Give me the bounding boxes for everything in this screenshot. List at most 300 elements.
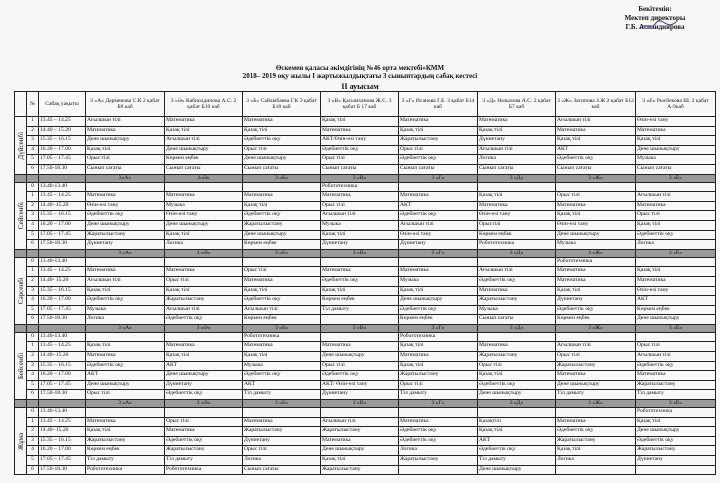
lesson-cell: Дене шынықтыру (243, 230, 321, 240)
lesson-cell (478, 257, 556, 267)
header-day-cell (15, 92, 27, 117)
lesson-cell: Робототехника (86, 465, 165, 475)
lesson-cell (165, 257, 243, 267)
lesson-cell: Қазақ тілі (243, 352, 321, 362)
lesson-time: 13.45 – 14.25 (39, 342, 86, 352)
lesson-cell: Сынып сағаты (321, 164, 399, 174)
lesson-cell (243, 182, 321, 192)
lesson-cell: Логика (636, 240, 716, 250)
lesson-cell: Әдебиеттік оқу (321, 276, 399, 286)
lesson-cell: Қазақ тілі (636, 267, 716, 277)
lesson-cell: Жаратылыстану (399, 456, 478, 466)
lesson-cell: Математика (243, 342, 321, 352)
lesson-number: 2 (27, 427, 39, 437)
lesson-cell: Орыс тілі (243, 446, 321, 456)
lesson-cell: Математика (243, 276, 321, 286)
separator-class-label: 3 «А» (86, 400, 165, 408)
lesson-cell: Тіл дамыту (165, 456, 243, 466)
lesson-cell: Дене шынықтыру (321, 446, 399, 456)
lesson-cell: Өзін-өзі тану (478, 211, 556, 221)
lesson-number: 2 (27, 126, 39, 136)
lesson-number: 4 (27, 220, 39, 230)
separator-class-label: 3 «Б» (243, 400, 321, 408)
lesson-cell: Көркем еңбек (321, 296, 399, 306)
table-row (15, 240, 716, 250)
class-separator-row (15, 174, 716, 182)
lesson-cell: Орыс тілі (478, 361, 556, 371)
lesson-cell: Тіл дамыту (636, 390, 716, 400)
lesson-cell: Логика (165, 240, 243, 250)
separator-class-label: 3 «Д» (478, 324, 556, 332)
lesson-cell: Математика (86, 192, 165, 202)
separator-class-label: 3 «Е» (636, 324, 716, 332)
day-label: Сейсенбі (15, 182, 27, 249)
lesson-cell: Қазақ тілі (86, 427, 165, 437)
lesson-cell: Орыс тілі (86, 155, 165, 165)
lesson-cell: Көркем еңбек (636, 305, 716, 315)
lesson-cell: Жаратылыстану (636, 380, 716, 390)
lesson-cell: Дүниетану (556, 296, 636, 306)
lesson-cell: Дене шынықтыру (165, 220, 243, 230)
lesson-cell: Жаратылыстану (243, 220, 321, 230)
lesson-time: 15.35 – 16.15 (39, 286, 86, 296)
lesson-cell: Дүниетану (321, 390, 399, 400)
table-row (15, 117, 716, 127)
lesson-cell: Әдебиеттік оқу (556, 155, 636, 165)
lesson-cell: Өзін-өзі тану (556, 220, 636, 230)
lesson-cell: Қазақ тілі (478, 371, 556, 381)
day-label: Сәрсенбі (15, 257, 27, 324)
lesson-cell: Математика (478, 342, 556, 352)
lesson-cell: Қазақ тілі (556, 136, 636, 146)
lesson-cell: Сынып сағаты (636, 164, 716, 174)
lesson-cell: Жаратылыстану (165, 446, 243, 456)
lesson-cell: Математика (556, 417, 636, 427)
lesson-cell: Робототехника (556, 257, 636, 267)
table-row (15, 315, 716, 325)
lesson-cell: Математика (321, 267, 399, 277)
lesson-number: 6 (27, 465, 39, 475)
lesson-cell: Қазақ тілі (636, 136, 716, 146)
separator-class-label: 3 «Ә» (165, 400, 243, 408)
lesson-cell (165, 332, 243, 342)
lesson-cell (243, 257, 321, 267)
lesson-cell (321, 408, 399, 418)
separator-class-label: 3 «Ә» (165, 249, 243, 257)
lesson-time: 15.35 – 16.15 (39, 136, 86, 146)
table-row (15, 136, 716, 146)
lesson-time: 16.20 – 17.00 (39, 371, 86, 381)
lesson-cell: Математика (636, 126, 716, 136)
table-row (15, 164, 716, 174)
lesson-cell: Дене шынықтыру (86, 136, 165, 146)
lesson-cell: Қазақ тілі (399, 361, 478, 371)
lesson-cell: Тіл дамыту (86, 456, 165, 466)
class-separator-row (15, 324, 716, 332)
lesson-cell (399, 257, 478, 267)
lesson-cell: Әдебиеттік оқу (321, 145, 399, 155)
lesson-cell: Орыс тілі (86, 390, 165, 400)
column-header: 3 «Ә» Кабиолдинова А.С. 2 қабат Б10 каб (165, 92, 243, 117)
table-row (15, 465, 716, 475)
lesson-cell: Математика (478, 201, 556, 211)
lesson-cell: Орыс тілі (321, 361, 399, 371)
lesson-cell: Ағылшын тілі (636, 352, 716, 362)
lesson-cell: Көркем еңбек (478, 230, 556, 240)
lesson-cell: АКТ (478, 436, 556, 446)
lesson-cell: Математика (86, 352, 165, 362)
separator-class-label: 3 «В» (321, 324, 399, 332)
lesson-cell: Қазақтілі (478, 417, 556, 427)
separator-class-label: 3 «Г» (399, 249, 478, 257)
lesson-cell: Логика (86, 315, 165, 325)
approval-position: Мектеп директоры (624, 14, 686, 22)
lesson-cell: Математика (321, 126, 399, 136)
lesson-cell: Қазақ тілі (399, 342, 478, 352)
lesson-cell: АКТ (243, 380, 321, 390)
lesson-cell: Қазақ тілі (321, 117, 399, 127)
lesson-cell: Дүниетану (243, 436, 321, 446)
lesson-time: 13.40-13.40 (39, 408, 86, 418)
table-row (15, 380, 716, 390)
table-row (15, 371, 716, 381)
lesson-number: 3 (27, 361, 39, 371)
separator-class-label: 3«Ә» (165, 174, 243, 182)
lesson-cell: Математика (399, 267, 478, 277)
lesson-time: 16.20 – 17.00 (39, 220, 86, 230)
separator-cell (27, 249, 39, 257)
table-row (15, 332, 716, 342)
column-header: 3 «Е» Рысбекова Ш. 2 қабат А-9каб (636, 92, 716, 117)
lesson-time: 13.40-13.40 (39, 332, 86, 342)
approval-title: Бекітемін: (638, 5, 672, 13)
lesson-time: 16.20 – 17.00 (39, 145, 86, 155)
lesson-cell: Қазақ тілі (243, 126, 321, 136)
lesson-cell: Әдебиеттік оқу (243, 371, 321, 381)
lesson-cell (243, 408, 321, 418)
lesson-cell: Әдебиеттік оқу (165, 315, 243, 325)
lesson-time: 17.50-18.30 (39, 240, 86, 250)
lesson-cell: Ағылшын тілі (321, 417, 399, 427)
lesson-cell: Дене шынықтыру (86, 380, 165, 390)
lesson-cell: Математика (86, 126, 165, 136)
lesson-time: 13.45 – 14.25 (39, 117, 86, 127)
lesson-cell: Математика (636, 201, 716, 211)
lesson-cell: Дене шынықтыру (556, 230, 636, 240)
lesson-cell: Жаратылыстану (556, 436, 636, 446)
lesson-cell (478, 182, 556, 192)
lesson-number: 6 (27, 390, 39, 400)
lesson-cell (399, 408, 478, 418)
lesson-number: 1 (27, 342, 39, 352)
lesson-number: 4 (27, 296, 39, 306)
lesson-cell: Орыс тілі (321, 201, 399, 211)
lesson-cell (399, 465, 478, 475)
table-row (15, 192, 716, 202)
lesson-cell: Тіл дамыту (321, 305, 399, 315)
lesson-cell: Қазақ тілі (636, 417, 716, 427)
lesson-cell: Логика (399, 446, 478, 456)
lesson-cell: Әдебиеттік оқу (321, 371, 399, 381)
lesson-cell: Робототехника (399, 332, 478, 342)
lesson-cell: Сынып сағаты (243, 465, 321, 475)
lesson-cell: АКТ (636, 296, 716, 306)
lesson-cell: Сынып сағаты (86, 164, 165, 174)
column-header: 3 «В» Қасымханова Ж.С. 3 қабат Б 17 каб (321, 92, 399, 117)
lesson-cell: Әдебиеттік оқу (399, 427, 478, 437)
lesson-time: 17.05 – 17.45 (39, 230, 86, 240)
lesson-cell: Әдебиеттік оқу (636, 436, 716, 446)
lesson-time: 13.45 – 14.25 (39, 192, 86, 202)
lesson-cell: Сынып сағаты (243, 164, 321, 174)
shift-label: ІІ ауысым (341, 82, 379, 91)
lesson-cell: Орыс тілі (165, 276, 243, 286)
lesson-cell: Математика (165, 342, 243, 352)
lesson-number: 5 (27, 230, 39, 240)
separator-class-label: 3 «Е» (636, 174, 716, 182)
lesson-cell: Дене шынықтыру (478, 465, 556, 475)
lesson-cell: Әдебиеттік оқу (243, 136, 321, 146)
lesson-cell: Дүниетану (86, 240, 165, 250)
lesson-time: 17.05 – 17.45 (39, 305, 86, 315)
lesson-cell: Әдебиеттік оқу (636, 361, 716, 371)
signature-icon (638, 19, 678, 33)
lesson-time: 16.20 – 17.00 (39, 296, 86, 306)
column-header: 3 «Ж» Загипова З.Ж 2 қабат Б12 каб (556, 92, 636, 117)
lesson-cell (165, 408, 243, 418)
lesson-cell: Әдебиеттік оқу (399, 436, 478, 446)
lesson-time: 17.50-18.30 (39, 390, 86, 400)
lesson-cell: Сынып сағаты (399, 164, 478, 174)
lesson-time: 17.05 – 17.45 (39, 155, 86, 165)
lesson-cell: Әдебиеттік оқу (165, 436, 243, 446)
lesson-time: 17.50-18.30 (39, 315, 86, 325)
lesson-cell (478, 408, 556, 418)
lesson-cell: Қазақ тілі (86, 286, 165, 296)
lesson-cell: Ағылшын тілі (86, 117, 165, 127)
lesson-cell: Математика (636, 276, 716, 286)
lesson-cell: Қазақ тілі (165, 126, 243, 136)
lesson-cell: Көркем еңбек (556, 315, 636, 325)
lesson-cell (556, 465, 636, 475)
lesson-cell: Әдебиеттік оқу (165, 390, 243, 400)
lesson-cell: Қазақ тілі (399, 126, 478, 136)
lesson-cell: Орыс тілі (636, 211, 716, 221)
lesson-cell: Орыс тілі (165, 417, 243, 427)
lesson-time: 13.45 – 14.25 (39, 417, 86, 427)
lesson-cell: Әдебиеттік оқу (86, 211, 165, 221)
lesson-cell: Ағылшын тілі (321, 211, 399, 221)
lesson-number: 6 (27, 240, 39, 250)
lesson-cell: Робототехника (321, 182, 399, 192)
lesson-cell: Математика (165, 267, 243, 277)
lesson-cell: Әдебиеттік оқу (86, 296, 165, 306)
lesson-cell: Дене шынықтыру (165, 145, 243, 155)
lesson-number: 4 (27, 145, 39, 155)
lesson-cell: Сынып сағаты (478, 315, 556, 325)
lesson-cell: Ағылшын тілі (243, 305, 321, 315)
lesson-cell: АКТ (165, 361, 243, 371)
lesson-time: 15.35 – 16.15 (39, 361, 86, 371)
lesson-cell: Музыка (243, 361, 321, 371)
lesson-cell (321, 257, 399, 267)
lesson-cell: Әдебиеттік оқу (556, 305, 636, 315)
lesson-cell: Әдебиеттік оқу (556, 427, 636, 437)
table-row (15, 211, 716, 221)
lesson-cell: Сынып сағаты (165, 164, 243, 174)
separator-class-label: 3 «Г» (399, 174, 478, 182)
approval-block (600, 5, 710, 32)
lesson-cell: Қазақ тілі (86, 145, 165, 155)
lesson-cell: Қазақ тілі (321, 456, 399, 466)
approval-name: Г.Б. Аспандиярова (625, 23, 685, 31)
table-row (15, 296, 716, 306)
lesson-cell: Математика (636, 371, 716, 381)
lesson-cell: Көркем еңбек (243, 240, 321, 250)
lesson-number: 3 (27, 136, 39, 146)
lesson-cell: АКТ (86, 371, 165, 381)
lesson-number: 3 (27, 286, 39, 296)
lesson-cell: Қазақ тілі (86, 342, 165, 352)
lesson-cell: Тіл дамыту (478, 456, 556, 466)
separator-cell (27, 400, 39, 408)
lesson-cell: Математика (399, 117, 478, 127)
lesson-cell: Жаратылыстану (86, 436, 165, 446)
lesson-cell: Музыка (556, 240, 636, 250)
lesson-cell (636, 257, 716, 267)
separator-class-label: 3 «Б» (243, 249, 321, 257)
lesson-time: 17.50-18.30 (39, 164, 86, 174)
lesson-cell: Өзін-өзі тану (399, 230, 478, 240)
lesson-number: 1 (27, 267, 39, 277)
table-row (15, 417, 716, 427)
table-header-row (15, 92, 716, 117)
lesson-cell: Сынып сағаты (556, 164, 636, 174)
lesson-time: 15.35 – 16.15 (39, 211, 86, 221)
lesson-cell: Өзін-өзі тану (86, 201, 165, 211)
table-row (15, 390, 716, 400)
lesson-cell: Қазақ тілі (556, 286, 636, 296)
table-row (15, 305, 716, 315)
lesson-number: 1 (27, 417, 39, 427)
separator-class-label: 3 «Г» (399, 400, 478, 408)
lesson-cell: Ағылшын тілі (556, 342, 636, 352)
lesson-cell: АКТ/ Өзін-өзі тану (321, 380, 399, 390)
table-row (15, 220, 716, 230)
lesson-number: 6 (27, 315, 39, 325)
separator-class-label: 3 «Г» (399, 324, 478, 332)
lesson-cell (86, 408, 165, 418)
separator-class-label: 3 «Ә» (165, 324, 243, 332)
table-row (15, 446, 716, 456)
lesson-cell: Ағылшын тілі (165, 305, 243, 315)
lesson-time: 14.40- 15.20 (39, 427, 86, 437)
lesson-cell: Орыс тілі (556, 352, 636, 362)
lesson-cell: Ағылшын тілі (556, 117, 636, 127)
lesson-cell: Орыс тілі (321, 155, 399, 165)
separator-class-label: 3 «Ж» (556, 174, 636, 182)
lesson-cell (399, 182, 478, 192)
lesson-cell: Әдебиеттік оқу (399, 155, 478, 165)
table-row (15, 257, 716, 267)
lesson-number: 3 (27, 211, 39, 221)
lesson-cell: Ағылшын тілі (478, 145, 556, 155)
lesson-cell: Жаратылыстану (556, 361, 636, 371)
lesson-number: 6 (27, 164, 39, 174)
lesson-number: 5 (27, 380, 39, 390)
lesson-cell: Математика (321, 342, 399, 352)
column-header: 3 «А» Дарменова С.К 2 қабат Б8 каб (86, 92, 165, 117)
lesson-number: 5 (27, 456, 39, 466)
lesson-cell: Орыс тілі (399, 145, 478, 155)
lesson-cell: Математика (243, 192, 321, 202)
lesson-cell: Жаратылыстану (321, 465, 399, 475)
lesson-cell: Музыка (478, 305, 556, 315)
lesson-cell: Жаратылыстану (478, 352, 556, 362)
lesson-cell: Дене шынықтыру (556, 380, 636, 390)
lesson-cell: Қазақ тілі (636, 220, 716, 230)
lesson-cell: Жаратылыстану (86, 230, 165, 240)
lesson-cell (86, 332, 165, 342)
lesson-number: 0 (27, 408, 39, 418)
separator-class-label: 3 «А» (86, 324, 165, 332)
lesson-cell: Қазақ тілі (399, 286, 478, 296)
lesson-number: 5 (27, 155, 39, 165)
lesson-time: 13.40-13.40 (39, 182, 86, 192)
lesson-time: 14.40- 15.20 (39, 352, 86, 362)
separator-class-label: 3 «Ж» (556, 249, 636, 257)
lesson-cell: Логика (478, 155, 556, 165)
day-label: Дүйсенбі (15, 117, 27, 175)
separator-cell (39, 174, 86, 182)
lesson-cell: Әдебиеттік оқу (243, 296, 321, 306)
lesson-cell: Жаратылыстану (478, 296, 556, 306)
lesson-cell: Математика (321, 192, 399, 202)
lesson-number: 1 (27, 117, 39, 127)
lesson-cell: Дене шынықтыру (636, 315, 716, 325)
lesson-cell: Дүниетану (478, 136, 556, 146)
lesson-cell: АКТ/Өзін-өзі тану (321, 136, 399, 146)
lesson-number: 3 (27, 436, 39, 446)
table-row (15, 342, 716, 352)
lesson-cell: Математика (399, 352, 478, 362)
lesson-cell: Музыка (399, 276, 478, 286)
table-row (15, 201, 716, 211)
lesson-cell: Қазақ тілі (556, 446, 636, 456)
lesson-cell: Дене шынықтыру (86, 220, 165, 230)
lesson-cell: Қазақ тілі (321, 286, 399, 296)
lesson-time: 14.40 – 15.20 (39, 126, 86, 136)
lesson-cell: Математика (556, 267, 636, 277)
lesson-cell: Музыка (165, 201, 243, 211)
column-header: 3 «Г» Исанова Г.Б. 3 қабат Б14 каб (399, 92, 478, 117)
lesson-cell: Қазақ тілі (478, 126, 556, 136)
lesson-number: 0 (27, 257, 39, 267)
separator-class-label: 3 «Ж» (556, 324, 636, 332)
lesson-cell: Музыка (636, 155, 716, 165)
lesson-cell: Жаратылыстану (399, 371, 478, 381)
lesson-cell: Дене шынықтыру (243, 155, 321, 165)
lesson-cell: Тіл дамыту (556, 390, 636, 400)
lesson-number: 2 (27, 352, 39, 362)
lesson-number: 0 (27, 182, 39, 192)
lesson-cell (165, 182, 243, 192)
lesson-time: 16.20 – 17.00 (39, 446, 86, 456)
column-header: Сабақ уақыты (39, 92, 86, 117)
lesson-cell (636, 182, 716, 192)
column-header: 3 «Д» Назылова А.С. 2 қабат Б7 каб (478, 92, 556, 117)
schedule-title: 2018– 2019 оқу жылы І жартыжылдықтағы 3 сыныптардың сабақ кестесі (242, 72, 478, 80)
